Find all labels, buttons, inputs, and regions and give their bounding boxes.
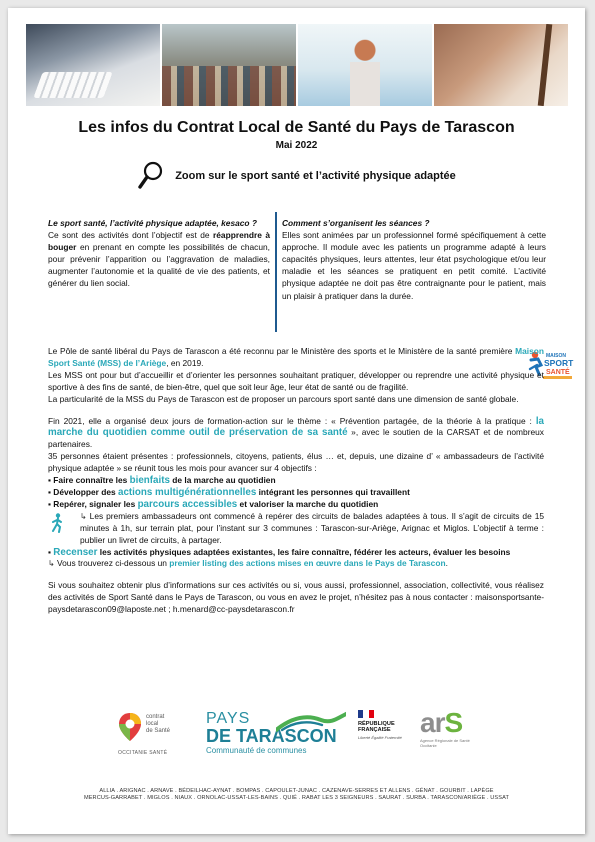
mss-logo-l1: MAISON: [546, 353, 566, 359]
ars-s: S: [444, 707, 463, 738]
contact-paragraph: Si vous souhaitez obtenir plus d’informations sur ces activités ou si, vous aussi, professionnel, association, collectivité, vous réalisez des activités de Sport Santé dans le Pays de Tarascon, ou vous en avez le projet, n’hésitez pas à nous contacter : maisonsportsante-paysdetarascon09@laposte.net ; h.menard@cc-paysdetarascon.fr: [48, 580, 544, 615]
left-text-b: en prenant en compte les possibilités de chacun, pour prévenir l’apparition ou l’aggravation de maladies, augmenter l’autonomie et la qualité de vie des patients, et générer du lien social.: [48, 242, 270, 289]
left-text-bold: réapprendre à bouger: [48, 230, 271, 253]
rep-line2: FRANÇAISE: [358, 727, 391, 734]
cls-line1: contrat: [146, 714, 165, 720]
column-divider: [275, 212, 277, 332]
right-question: Comment s’organisent les séances ?: [282, 218, 430, 228]
right-text: Elles sont animées par un professionnel formé spécifiquement à cette approche. Il module avec les patients un programme adapté à leurs capacités physiques, leurs attentes, leur état psychologique et/ou leur maladie et les séances se pratiquent en petit comité. L’activité physique adaptée ne doit pas être contraignante pour le patient, mais un plaisir à pratiquer dans la durée.: [282, 230, 546, 301]
partner-logos: [8, 708, 585, 768]
left-question: Le sport santé, l’activité physique adaptée, kesaco ?: [48, 218, 257, 228]
obj1-end: de la marche au quotidien: [169, 475, 276, 486]
keyboard-photo: [26, 24, 160, 106]
pays-sub: Communauté de communes: [206, 746, 307, 755]
pays-mid: DE TARASCON: [206, 726, 337, 746]
rep-motto: Liberté Égalité Fraternité: [358, 734, 402, 740]
zoom-heading-row: [8, 161, 585, 191]
french-flag-icon: [358, 710, 374, 718]
elderly-hands-photo: [434, 24, 568, 106]
zoom-heading: Zoom sur le sport santé et l’activité physique adaptée: [175, 170, 456, 182]
child-photo: [298, 24, 432, 106]
obj2-text: Développer des: [53, 486, 118, 497]
arrow-icon: ↳: [80, 511, 87, 521]
mss-paragraph-2: Les MSS ont pour but d’accueillir et d’orienter les personnes souhaitant pratiquer, développer ou reprendre une activité physique et sportive à des fins de santé, de bien-être, quel que soit leur âge, leur état de santé ou de fragilité.: [48, 369, 544, 392]
listing-line: [48, 558, 544, 570]
rep-line1: RÉPUBLIQUE: [358, 721, 395, 727]
communes-footer: [8, 788, 585, 802]
listing-end: .: [445, 558, 448, 569]
obj3-end: et valoriser la marche du quotidien: [237, 498, 379, 509]
walking-person-icon: [50, 513, 64, 533]
mss-paragraph-3: La particularité de la MSS du Pays de Tarascon est de proposer un parcours sport santé dans une dimension de santé globale.: [48, 393, 519, 404]
cls-subtitle: OCCITANIE SANTÉ: [118, 750, 168, 756]
pays-de-tarascon-logo: [206, 710, 346, 764]
mountain-icon: [276, 710, 346, 732]
formation-paragraph-2: 35 personnes étaient présentes : professionnels, citoyens, patients, élus … et, depuis, une dizaine d’ « ambassadeurs de l’activité physique adaptée » se réunit tous les mois pour avancer sur 4 objectifs :: [48, 451, 544, 474]
header-photo-strip: [26, 24, 568, 106]
bienfaits-link[interactable]: bienfaits: [129, 475, 170, 487]
actions-multigen-link[interactable]: actions multigénérationnelles: [118, 486, 257, 498]
marche-quotidien-link[interactable]: la marche du quotidien comme outil de préservation de sa santé: [48, 415, 544, 439]
arrow-icon: ↳: [48, 559, 55, 569]
right-column: [282, 217, 546, 302]
issue-date: Mai 2022: [275, 140, 318, 151]
obj2-end: intégrant les personnes qui travaillent: [256, 486, 410, 497]
mss-link[interactable]: Maison Sport Santé (MSS) de l’Ariège: [48, 346, 544, 368]
parcours-link[interactable]: parcours accessibles: [137, 498, 238, 510]
pays-top: PAYS: [206, 710, 251, 727]
obj1-text: Faire connaître les: [53, 475, 130, 486]
obj3-text: Repérer, signaler les: [53, 498, 138, 509]
ars-logo: [420, 708, 480, 764]
left-text-a: Ce sont des activités dont l’objectif est de: [48, 230, 214, 241]
footer-line2: MERCUS-GARRABET . MIGLOS . NIAUX . ORNOLAC-USSAT-LES-BAINS . QUIÉ . RABAT LES 3 SEIGNEURS . SAURAT . SURBA . TARASCON/ARIÈGE . USSAT: [83, 795, 510, 802]
ars-subtitle: Agence Régionale de Santé Occitanie: [420, 738, 470, 748]
objective-1: ▪ Faire connaître les bienfaits de la marche au quotidien: [48, 475, 276, 487]
meeting-room-photo: [162, 24, 296, 106]
formation-p1-text: Fin 2021, elle a organisé deux jours de formation-action sur le thème : « Prévention partagée, de la théorie à la pratique :: [48, 415, 536, 426]
mss-logo-l2: SPORT: [544, 358, 574, 368]
magnifier-icon: [137, 161, 165, 191]
listing-text: Vous trouverez ci-dessous un: [57, 558, 170, 569]
objective-2: ▪ Développer des actions multigénérationnelles intégrant les personnes qui travaillent: [48, 486, 410, 498]
page-title: Les infos du Contrat Local de Santé du Pays de Tarascon: [78, 119, 515, 136]
formation-paragraph-1: [48, 416, 544, 452]
mss-logo-l3: SANTÉ: [546, 369, 570, 376]
objective-3: ▪ Repérer, signaler les parcours accessibles et valoriser la marche du quotidien: [48, 498, 379, 510]
cls-line2: local: [146, 721, 159, 727]
left-column: [48, 217, 270, 290]
republique-francaise-logo: [358, 710, 418, 762]
objective-4: ▪ Recenser les activités physiques adaptées existantes, les faire connaître, fédérer les acteurs, évaluer les besoins: [48, 546, 511, 558]
circuits-subitem: [48, 511, 544, 547]
footer-line1: ALLIA . ARIGNAC . ARNAVE . BÉDEILHAC-AYNAT . BOMPAS . CAPOULET-JUNAC . CAZENAVE-SERRES ET ALLENS . GÉNAT . GOURBIT . LAPÈGE: [99, 788, 494, 794]
mss-p1-text: Le Pôle de santé libéral du Pays de Tarascon a été reconnu par le Ministère des sports et le Ministère de la santé première: [48, 346, 516, 356]
mss-paragraph-1: [48, 346, 544, 370]
formation-p1-end: », avec le soutien de la CARSAT et de nombreux partenaires.: [48, 427, 544, 450]
cls-line3: de Santé: [146, 728, 171, 734]
contrat-local-sante-logo: [118, 712, 198, 762]
location-pin-icon: [118, 712, 142, 742]
recenser-link[interactable]: Recenser: [53, 546, 98, 558]
obj4-text: les activités physiques adaptées existantes, les faire connaître, fédérer les acteurs, évaluer les besoins: [97, 546, 511, 557]
document-page: [8, 8, 585, 834]
circuits-text: Les premiers ambassadeurs ont commencé à repérer des circuits de balades adaptées à tous. Il s’agit de circuits de 15 minutes à 1h, sur terrain plat, pour l’instant sur 3 communes : Tarascon-sur-Ariège, Arignac et Miglos. L’objectif à terme : publier un livret de circuits, à partager.: [80, 510, 545, 545]
mss-p1-end: , en 2019.: [166, 357, 204, 368]
main-content: [48, 346, 544, 616]
ars-letters: ar: [420, 707, 445, 738]
listing-link[interactable]: premier listing des actions mises en œuvre dans le Pays de Tarascon: [169, 558, 446, 569]
